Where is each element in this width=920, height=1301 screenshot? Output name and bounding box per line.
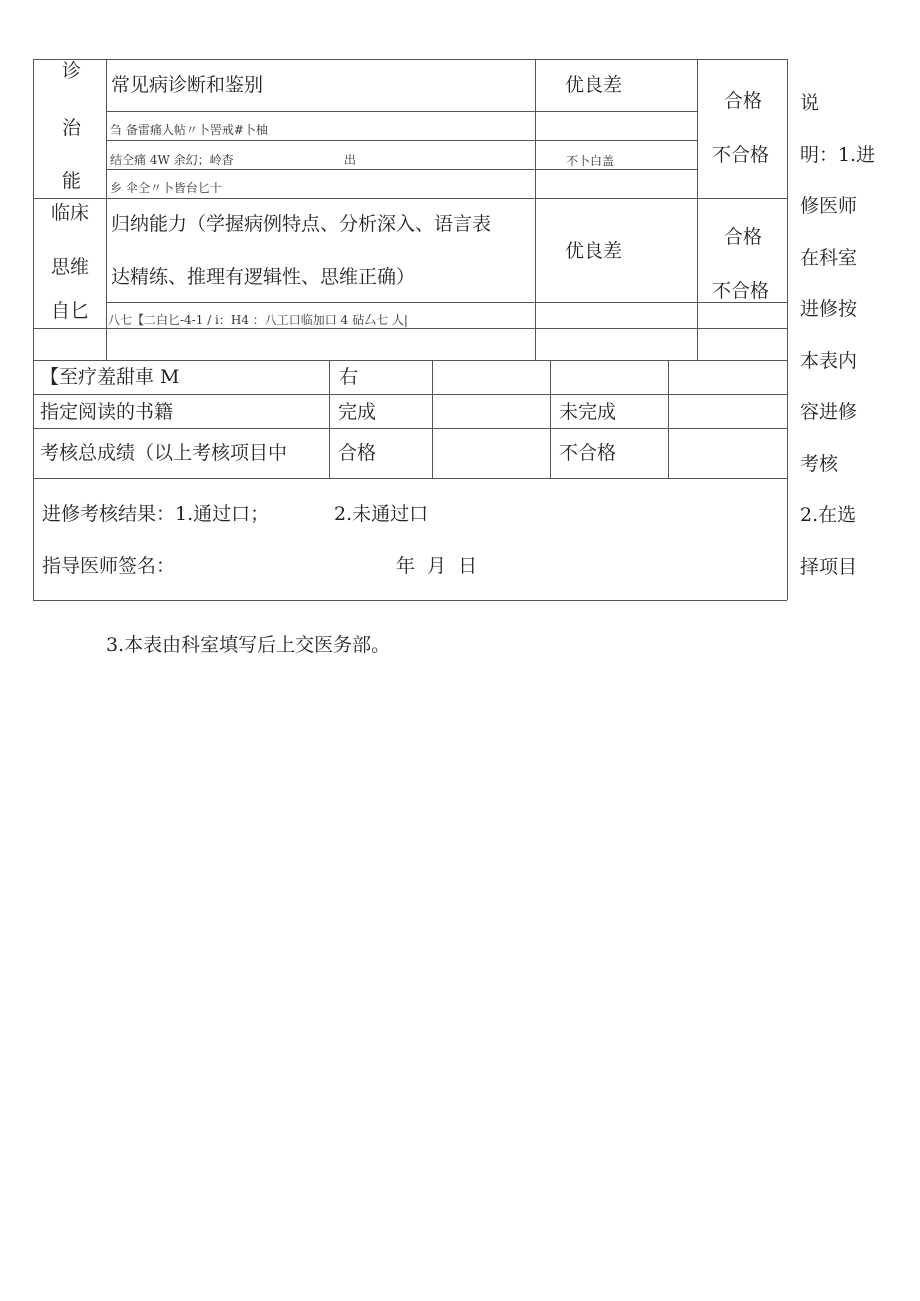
section2-sub-row: 八七【二白匕-4-1 / i：H4 ：八工口临加口 4 砧厶七 人|: [108, 313, 408, 327]
divider: [106, 169, 697, 170]
section1-sub-row-extra: 出: [344, 153, 357, 167]
signature-date: 年 月 日: [396, 555, 478, 577]
medical-row-label: 【至疗羞甜車 M: [40, 366, 180, 388]
signature-label: 指导医师签名：: [42, 555, 176, 577]
divider: [33, 394, 787, 395]
note-line: 本表内: [800, 349, 858, 372]
footer-note: 3.本表由科室填写后上交医务部。: [106, 634, 391, 656]
section2-side-label-3: 自匕: [51, 300, 90, 322]
section2-title-line-1: 归纳能力（学握病例特点、分析深入、语言表: [111, 213, 492, 235]
note-line: 明：1.进: [800, 143, 876, 166]
table-border-right: [787, 59, 788, 600]
medical-row-value: 右: [339, 366, 359, 388]
note-line: 修医师: [800, 195, 858, 217]
table-border-bottom: [33, 600, 787, 601]
reading-row-label: 指定阅读的书籍: [40, 401, 174, 423]
divider: [697, 59, 698, 360]
section2-side-label-1: 临床: [51, 202, 90, 224]
section1-sub-row-2: 结仝痛 4W 余幻；岭杳: [110, 153, 234, 167]
result-option-2: 2.未通过口: [334, 503, 429, 525]
note-line: 2.在选: [800, 504, 857, 526]
section1-title: 常见病诊断和鉴别: [111, 74, 264, 96]
section2-pass-option: 合格: [724, 226, 763, 248]
section1-sub-row-1: 刍 备雷痛人帖〃卜罟戒#卜柚: [110, 123, 268, 137]
section2-side-label-2: 思维: [51, 256, 90, 278]
section2-grade-options: 优良差: [565, 240, 623, 262]
section1-side-label-3: 能: [62, 170, 82, 192]
divider: [106, 302, 787, 303]
note-line: 择项目: [800, 555, 858, 578]
divider: [106, 59, 107, 360]
divider: [432, 360, 433, 478]
total-pass-option: 合格: [338, 442, 377, 464]
total-score-label: 考核总成绩（以上考核项目中: [40, 442, 288, 464]
divider: [106, 111, 697, 112]
divider: [329, 360, 330, 478]
table-border-top: [33, 59, 787, 60]
divider: [668, 360, 669, 478]
total-fail-option: 不合格: [559, 442, 617, 464]
note-line: 进修按: [800, 298, 858, 320]
section1-grade-options: 优良差: [565, 74, 623, 96]
section1-side-label-2: 治: [62, 117, 82, 139]
divider: [33, 328, 787, 329]
result-line: 进修考核结果：1.通过口；: [42, 503, 270, 525]
section1-sub-row-3: 乡 伞仝〃卜皆台匕十: [110, 181, 222, 195]
section2-title-line-2: 达精练、推理有逻辑性、思维正确）: [111, 266, 416, 288]
divider: [106, 140, 697, 141]
side-notes: [800, 78, 910, 593]
section2-fail-option: 不合格: [712, 280, 770, 302]
table-border-left: [33, 59, 34, 600]
divider: [33, 198, 787, 199]
reading-done-option: 完成: [338, 401, 377, 423]
section1-side-label-1: 诊: [62, 60, 82, 82]
note-line: 说: [800, 92, 820, 114]
section1-pass-option: 合格: [724, 90, 763, 112]
note-line: 考核: [800, 452, 839, 475]
reading-not-done-option: 未完成: [559, 401, 617, 423]
section1-sub-row-grade: 不卜白盖: [566, 154, 615, 168]
section1-fail-option: 不合格: [712, 144, 770, 166]
note-line: 容进修: [800, 401, 858, 423]
note-line: 在科室: [800, 246, 858, 269]
divider: [535, 59, 536, 360]
divider: [33, 428, 787, 429]
divider: [33, 360, 787, 361]
divider: [33, 478, 787, 479]
divider: [550, 360, 551, 478]
